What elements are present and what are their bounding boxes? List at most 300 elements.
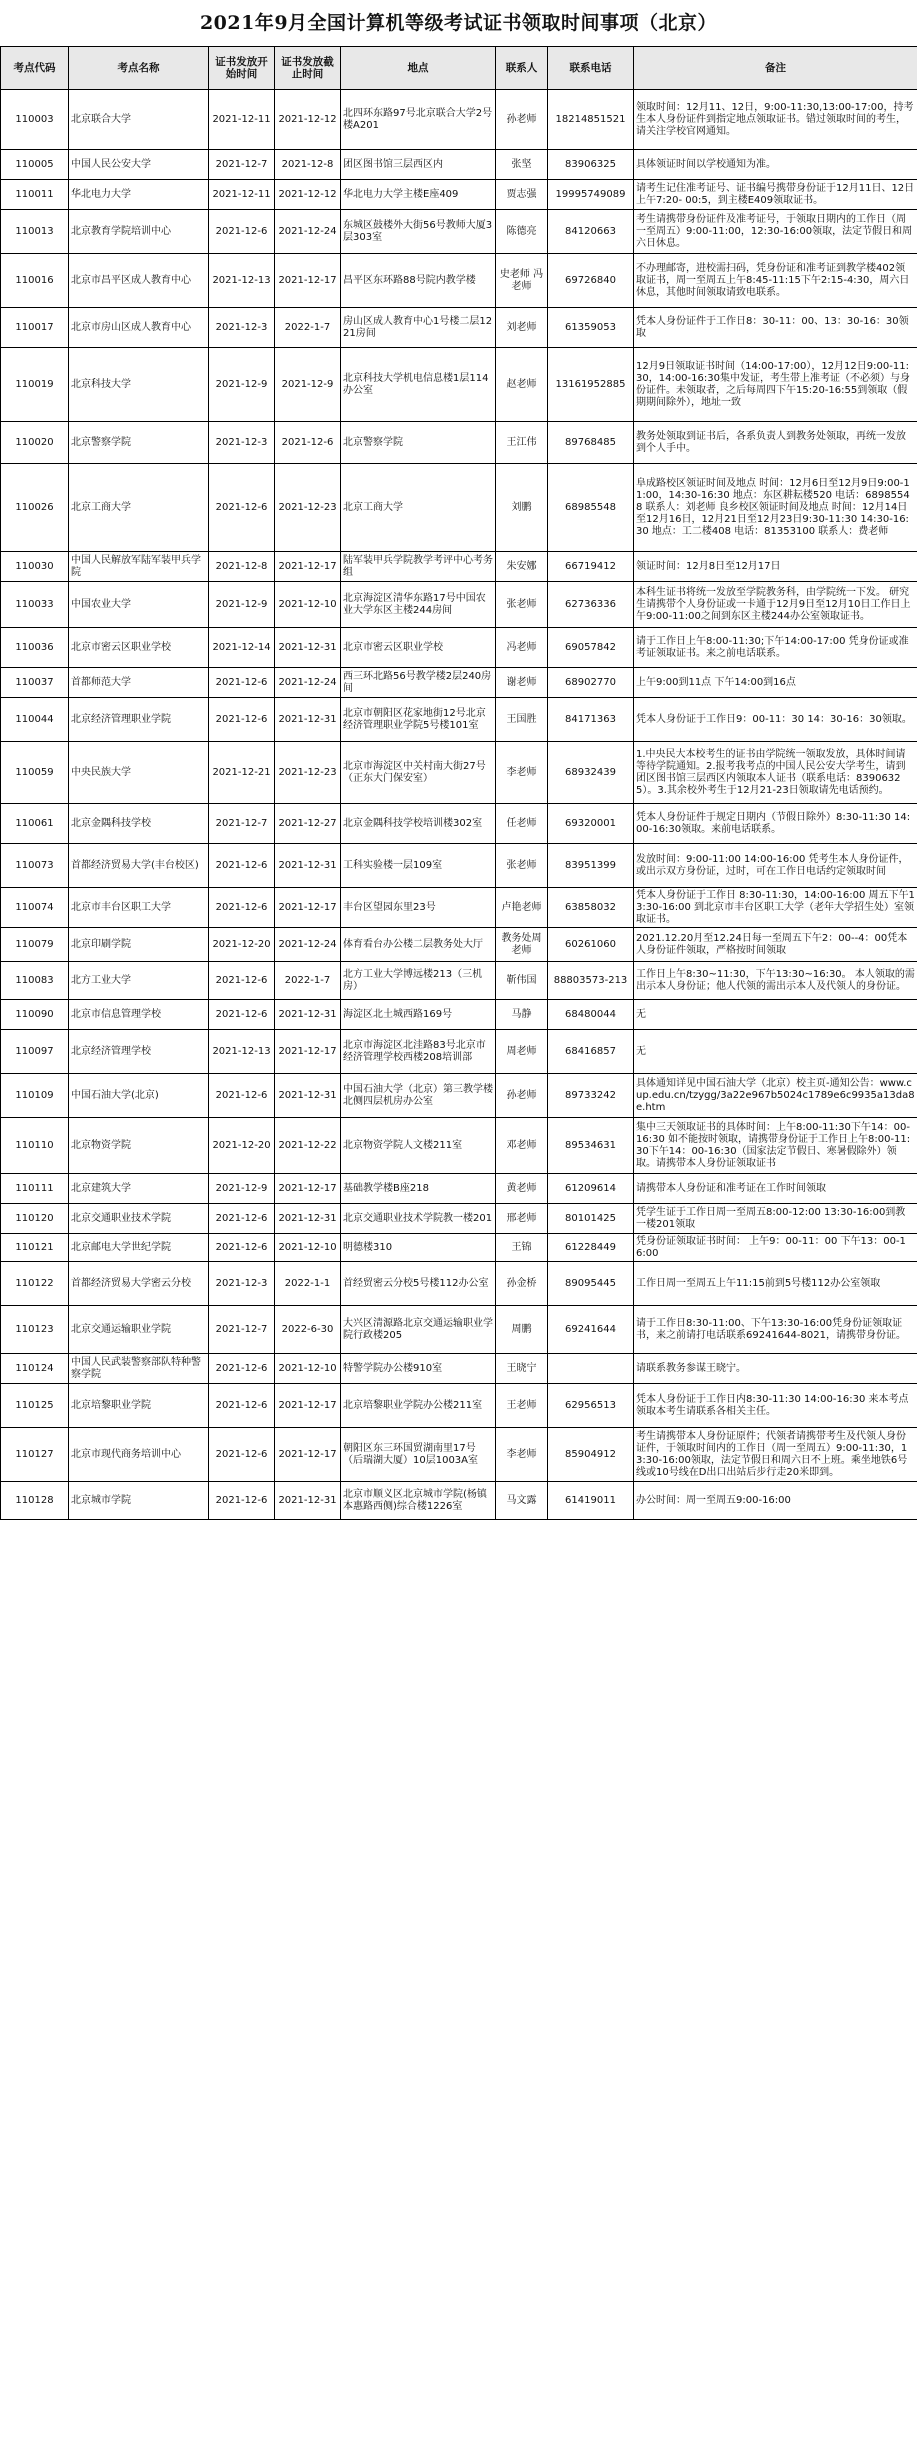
cell-site-code: 110097 bbox=[1, 1030, 69, 1074]
cell-contact-person: 卢艳老师 bbox=[496, 888, 548, 928]
cell-end-date: 2021-12-9 bbox=[275, 348, 341, 422]
cell-location: 陆军装甲兵学院教学考评中心考务组 bbox=[341, 552, 496, 582]
cell-site-name: 首都经济贸易大学(丰台校区) bbox=[69, 844, 209, 888]
cell-location: 特警学院办公楼910室 bbox=[341, 1354, 496, 1384]
cell-end-date: 2021-12-17 bbox=[275, 1428, 341, 1482]
cell-location: 北京警察学院 bbox=[341, 422, 496, 464]
cell-start-date: 2021-12-21 bbox=[209, 742, 275, 804]
cell-site-name: 北京联合大学 bbox=[69, 90, 209, 150]
cell-contact-person: 任老师 bbox=[496, 804, 548, 844]
table-row bbox=[1, 90, 917, 150]
cell-remarks: 凭身份证领取证书时间： 上午9：00-11：00 下午13：00-16:00 bbox=[634, 1234, 917, 1262]
cell-contact-person: 张老师 bbox=[496, 582, 548, 628]
cell-site-code: 110013 bbox=[1, 210, 69, 254]
cell-site-code: 110020 bbox=[1, 422, 69, 464]
cell-phone: 84120663 bbox=[548, 210, 634, 254]
cell-end-date: 2021-12-17 bbox=[275, 1174, 341, 1204]
cell-contact-person: 王江伟 bbox=[496, 422, 548, 464]
cell-contact-person: 李老师 bbox=[496, 742, 548, 804]
cell-site-name: 北京警察学院 bbox=[69, 422, 209, 464]
cell-contact-person: 马静 bbox=[496, 1000, 548, 1030]
cell-start-date: 2021-12-6 bbox=[209, 1204, 275, 1234]
cell-remarks: 本科生证书将统一发放至学院教务科，由学院统一下发。 研究生请携带个人身份证或一卡通于12月9日至12月10日工作日上午9:00-11:00之间到东区主楼244办公室领取证书。 bbox=[634, 582, 917, 628]
cell-location: 东城区鼓楼外大街56号教师大厦3层303室 bbox=[341, 210, 496, 254]
cell-remarks: 凭本人身份证件于规定日期内（节假日除外）8:30-11:30 14:00-16:30领取。来前电话联系。 bbox=[634, 804, 917, 844]
cell-phone: 89733242 bbox=[548, 1074, 634, 1118]
cell-site-code: 110110 bbox=[1, 1118, 69, 1174]
cell-end-date: 2021-12-24 bbox=[275, 210, 341, 254]
cell-site-code: 110111 bbox=[1, 1174, 69, 1204]
cell-site-name: 北京物资学院 bbox=[69, 1118, 209, 1174]
cell-site-name: 北京市房山区成人教育中心 bbox=[69, 308, 209, 348]
cell-start-date: 2021-12-13 bbox=[209, 1030, 275, 1074]
cell-remarks: 考生请携带身份证件及准考证号，于领取日期内的工作日（周一至周五）9:00-11:00，12:30-16:00领取，法定节假日和周六日休息。 bbox=[634, 210, 917, 254]
cell-remarks: 发放时间：9:00-11:00 14:00-16:00 凭考生本人身份证件，或出示双方身份证，过时，可在工作日电话约定领取时间 bbox=[634, 844, 917, 888]
cell-site-name: 首都经济贸易大学密云分校 bbox=[69, 1262, 209, 1306]
cell-site-code: 110033 bbox=[1, 582, 69, 628]
cell-start-date: 2021-12-7 bbox=[209, 804, 275, 844]
cell-site-name: 中国石油大学(北京) bbox=[69, 1074, 209, 1118]
cell-start-date: 2021-12-13 bbox=[209, 254, 275, 308]
cell-site-code: 110090 bbox=[1, 1000, 69, 1030]
cell-start-date: 2021-12-6 bbox=[209, 888, 275, 928]
cell-location: 北京交通职业技术学院教一楼201 bbox=[341, 1204, 496, 1234]
cell-site-name: 北京市信息管理学校 bbox=[69, 1000, 209, 1030]
cell-remarks: 集中三天领取证书的具体时间：上午8:00-11:30下午14：00-16:30 如不能按时领取，请携带身份证于工作日上午8:00-11:30下午14：00-16:30（国家法定节假日、寒暑假除外）领取。请携带本人身份证领取证书 bbox=[634, 1118, 917, 1174]
cell-end-date: 2021-12-31 bbox=[275, 844, 341, 888]
cell-contact-person: 孙老师 bbox=[496, 1074, 548, 1118]
cell-end-date: 2021-12-31 bbox=[275, 1482, 341, 1520]
cell-remarks: 凭本人身份证件于工作日8：30-11：00、13：30-16：30领取 bbox=[634, 308, 917, 348]
table-row bbox=[1, 1234, 917, 1262]
cell-site-code: 110079 bbox=[1, 928, 69, 962]
cell-phone: 69057842 bbox=[548, 628, 634, 668]
cell-phone: 61209614 bbox=[548, 1174, 634, 1204]
cell-end-date: 2021-12-23 bbox=[275, 464, 341, 552]
cell-site-name: 北京市丰台区职工大学 bbox=[69, 888, 209, 928]
cell-phone: 88803573-213 bbox=[548, 962, 634, 1000]
table-row bbox=[1, 1354, 917, 1384]
cell-site-name: 中国农业大学 bbox=[69, 582, 209, 628]
cell-remarks: 凭本人身份证于工作日内8:30-11:30 14:00-16:30 来本考点领取本考生请联系各相关主任。 bbox=[634, 1384, 917, 1428]
column-header-location: 地点 bbox=[341, 47, 496, 90]
cell-phone: 69241644 bbox=[548, 1306, 634, 1354]
cell-location: 明德楼310 bbox=[341, 1234, 496, 1262]
cell-phone: 68480044 bbox=[548, 1000, 634, 1030]
cell-site-name: 首都师范大学 bbox=[69, 668, 209, 698]
cell-remarks: 具体领证时间以学校通知为准。 bbox=[634, 150, 917, 180]
cell-end-date: 2021-12-17 bbox=[275, 552, 341, 582]
cell-phone: 68985548 bbox=[548, 464, 634, 552]
cell-contact-person: 冯老师 bbox=[496, 628, 548, 668]
table-row bbox=[1, 422, 917, 464]
cell-end-date: 2022-6-30 bbox=[275, 1306, 341, 1354]
cell-site-code: 110124 bbox=[1, 1354, 69, 1384]
cell-end-date: 2021-12-6 bbox=[275, 422, 341, 464]
cell-end-date: 2021-12-22 bbox=[275, 1118, 341, 1174]
cell-location: 北京市密云区职业学校 bbox=[341, 628, 496, 668]
table-row bbox=[1, 1262, 917, 1306]
cell-start-date: 2021-12-6 bbox=[209, 844, 275, 888]
cell-end-date: 2021-12-31 bbox=[275, 1074, 341, 1118]
cell-end-date: 2021-12-31 bbox=[275, 628, 341, 668]
cell-start-date: 2021-12-8 bbox=[209, 552, 275, 582]
cell-phone: 84171363 bbox=[548, 698, 634, 742]
table-row bbox=[1, 150, 917, 180]
cell-start-date: 2021-12-6 bbox=[209, 1384, 275, 1428]
cell-end-date: 2021-12-17 bbox=[275, 1030, 341, 1074]
cell-start-date: 2021-12-20 bbox=[209, 928, 275, 962]
cell-location: 北京培黎职业学院办公楼211室 bbox=[341, 1384, 496, 1428]
cell-end-date: 2021-12-24 bbox=[275, 928, 341, 962]
cell-location: 朝阳区东三环国贸湖南里17号（后瑞湖大厦）10层1003A室 bbox=[341, 1428, 496, 1482]
cell-phone: 63858032 bbox=[548, 888, 634, 928]
cell-remarks: 上午9:00到11点 下午14:00到16点 bbox=[634, 668, 917, 698]
cell-site-name: 北京城市学院 bbox=[69, 1482, 209, 1520]
cell-remarks: 无 bbox=[634, 1000, 917, 1030]
cell-start-date: 2021-12-3 bbox=[209, 1262, 275, 1306]
cell-site-code: 110059 bbox=[1, 742, 69, 804]
column-header-end-date: 证书发放截止时间 bbox=[275, 47, 341, 90]
cell-contact-person: 周鹏 bbox=[496, 1306, 548, 1354]
cell-contact-person: 史老师 冯老师 bbox=[496, 254, 548, 308]
cell-site-code: 110083 bbox=[1, 962, 69, 1000]
cell-location: 海淀区北土城西路169号 bbox=[341, 1000, 496, 1030]
cell-end-date: 2021-12-12 bbox=[275, 90, 341, 150]
cell-end-date: 2021-12-24 bbox=[275, 668, 341, 698]
cell-phone: 66719412 bbox=[548, 552, 634, 582]
certificate-table bbox=[0, 46, 917, 1520]
cell-end-date: 2021-12-31 bbox=[275, 1000, 341, 1030]
cell-contact-person: 赵老师 bbox=[496, 348, 548, 422]
cell-end-date: 2021-12-17 bbox=[275, 1384, 341, 1428]
cell-location: 北京物资学院人文楼211室 bbox=[341, 1118, 496, 1174]
cell-phone: 18214851521 bbox=[548, 90, 634, 150]
cell-remarks: 办公时间：周一至周五9:00-16:00 bbox=[634, 1482, 917, 1520]
cell-location: 北京市海淀区中关村南大街27号（正东大门保安室） bbox=[341, 742, 496, 804]
cell-contact-person: 张老师 bbox=[496, 844, 548, 888]
cell-phone: 60261060 bbox=[548, 928, 634, 962]
cell-remarks: 请于工作日8:30-11:00、下午13:30-16:00凭身份证领取证书，来之前请打电话联系69241644-8021，请携带身份证。 bbox=[634, 1306, 917, 1354]
cell-end-date: 2021-12-10 bbox=[275, 1354, 341, 1384]
cell-location: 北京市海淀区北洼路83号北京市经济管理学校西楼208培训部 bbox=[341, 1030, 496, 1074]
cell-site-code: 110061 bbox=[1, 804, 69, 844]
table-row bbox=[1, 804, 917, 844]
cell-site-code: 110122 bbox=[1, 1262, 69, 1306]
cell-phone: 68932439 bbox=[548, 742, 634, 804]
cell-start-date: 2021-12-6 bbox=[209, 698, 275, 742]
cell-contact-person: 马文露 bbox=[496, 1482, 548, 1520]
cell-site-name: 中央民族大学 bbox=[69, 742, 209, 804]
cell-site-code: 110003 bbox=[1, 90, 69, 150]
cell-end-date: 2021-12-17 bbox=[275, 254, 341, 308]
table-row bbox=[1, 742, 917, 804]
cell-end-date: 2021-12-10 bbox=[275, 1234, 341, 1262]
cell-location: 北京海淀区清华东路17号中国农业大学东区主楼244房间 bbox=[341, 582, 496, 628]
table-row bbox=[1, 698, 917, 742]
cell-start-date: 2021-12-11 bbox=[209, 90, 275, 150]
table-row bbox=[1, 1384, 917, 1428]
table-row bbox=[1, 668, 917, 698]
cell-start-date: 2021-12-6 bbox=[209, 210, 275, 254]
cell-location: 团区图书馆三层西区内 bbox=[341, 150, 496, 180]
cell-start-date: 2021-12-6 bbox=[209, 1234, 275, 1262]
cell-site-code: 110073 bbox=[1, 844, 69, 888]
cell-site-name: 北京培黎职业学院 bbox=[69, 1384, 209, 1428]
cell-location: 西三环北路56号教学楼2层240房间 bbox=[341, 668, 496, 698]
cell-start-date: 2021-12-6 bbox=[209, 668, 275, 698]
cell-end-date: 2021-12-27 bbox=[275, 804, 341, 844]
cell-remarks: 请携带本人身份证和准考证在工作时间领取 bbox=[634, 1174, 917, 1204]
cell-site-code: 110120 bbox=[1, 1204, 69, 1234]
column-header-site-code: 考点代码 bbox=[1, 47, 69, 90]
cell-end-date: 2022-1-1 bbox=[275, 1262, 341, 1306]
cell-start-date: 2021-12-6 bbox=[209, 1482, 275, 1520]
cell-start-date: 2021-12-3 bbox=[209, 422, 275, 464]
cell-phone: 83951399 bbox=[548, 844, 634, 888]
cell-end-date: 2021-12-31 bbox=[275, 698, 341, 742]
table-row bbox=[1, 552, 917, 582]
cell-start-date: 2021-12-6 bbox=[209, 962, 275, 1000]
cell-site-name: 北京印刷学院 bbox=[69, 928, 209, 962]
cell-site-name: 中国人民公安大学 bbox=[69, 150, 209, 180]
cell-remarks: 工作日上午8:30~11:30，下午13:30~16:30。 本人领取的需出示本人身份证；他人代领的需出示本人及代领人的身份证。 bbox=[634, 962, 917, 1000]
cell-site-name: 华北电力大学 bbox=[69, 180, 209, 210]
cell-end-date: 2021-12-31 bbox=[275, 1204, 341, 1234]
cell-location: 北京科技大学机电信息楼1层114办公室 bbox=[341, 348, 496, 422]
table-row bbox=[1, 1118, 917, 1174]
cell-phone: 83906325 bbox=[548, 150, 634, 180]
table-header-row bbox=[1, 47, 917, 90]
cell-site-name: 北方工业大学 bbox=[69, 962, 209, 1000]
cell-end-date: 2021-12-10 bbox=[275, 582, 341, 628]
cell-site-code: 110030 bbox=[1, 552, 69, 582]
cell-end-date: 2022-1-7 bbox=[275, 308, 341, 348]
table-body bbox=[1, 90, 917, 1520]
table-row bbox=[1, 348, 917, 422]
cell-site-code: 110125 bbox=[1, 1384, 69, 1428]
cell-location: 大兴区清源路北京交通运输职业学院行政楼205 bbox=[341, 1306, 496, 1354]
cell-contact-person: 王老师 bbox=[496, 1384, 548, 1428]
cell-location: 华北电力大学主楼E座409 bbox=[341, 180, 496, 210]
cell-start-date: 2021-12-20 bbox=[209, 1118, 275, 1174]
cell-remarks: 领取时间：12月11、12日，9:00-11:30,13:00-17:00，持考生本人身份证件到指定地点领取证书。错过领取时间的考生，请关注学校官网通知。 bbox=[634, 90, 917, 150]
cell-phone: 85904912 bbox=[548, 1428, 634, 1482]
cell-start-date: 2021-12-6 bbox=[209, 1074, 275, 1118]
cell-site-name: 北京交通运输职业学院 bbox=[69, 1306, 209, 1354]
cell-remarks: 教务处领取到证书后，各系负责人到教务处领取，再统一发放到个人手中。 bbox=[634, 422, 917, 464]
cell-contact-person: 贾志强 bbox=[496, 180, 548, 210]
cell-start-date: 2021-12-6 bbox=[209, 464, 275, 552]
column-header-remarks: 备注 bbox=[634, 47, 917, 90]
cell-site-code: 110011 bbox=[1, 180, 69, 210]
table-row bbox=[1, 1428, 917, 1482]
cell-phone: 89095445 bbox=[548, 1262, 634, 1306]
cell-location: 北方工业大学博远楼213（三机房） bbox=[341, 962, 496, 1000]
column-header-start-date: 证书发放开始时间 bbox=[209, 47, 275, 90]
cell-start-date: 2021-12-6 bbox=[209, 1354, 275, 1384]
cell-location: 北四环东路97号北京联合大学2号楼A201 bbox=[341, 90, 496, 150]
cell-start-date: 2021-12-7 bbox=[209, 150, 275, 180]
table-row bbox=[1, 254, 917, 308]
cell-site-name: 北京工商大学 bbox=[69, 464, 209, 552]
cell-contact-person: 孙老师 bbox=[496, 90, 548, 150]
cell-remarks: 凭学生证于工作日周一至周五8:00-12:00 13:30-16:00到教一楼201领取 bbox=[634, 1204, 917, 1234]
cell-site-name: 北京市现代商务培训中心 bbox=[69, 1428, 209, 1482]
cell-remarks: 1.中央民大本校考生的证书由学院统一领取发放，具体时间请等待学院通知。2.报考我考点的中国人民公安大学考生，请到团区图书馆三层西区内领取本人证书（联系电话：83906325）。3.其余校外考生于12月21-23日领取请先电话预约。 bbox=[634, 742, 917, 804]
table-row bbox=[1, 962, 917, 1000]
column-header-site-name: 考点名称 bbox=[69, 47, 209, 90]
cell-remarks: 具体通知详见中国石油大学（北京）校主页-通知公告：www.cup.edu.cn/tzygg/3a22e967b5024c1789e6c9935a13da8e.htm bbox=[634, 1074, 917, 1118]
cell-contact-person: 教务处周老师 bbox=[496, 928, 548, 962]
cell-location: 昌平区东环路88号院内教学楼 bbox=[341, 254, 496, 308]
cell-site-code: 110121 bbox=[1, 1234, 69, 1262]
cell-site-name: 北京建筑大学 bbox=[69, 1174, 209, 1204]
cell-remarks: 凭本人身份证于工作日9：00-11：30 14：30-16：30领取。 bbox=[634, 698, 917, 742]
cell-phone: 89768485 bbox=[548, 422, 634, 464]
cell-site-name: 北京市密云区职业学校 bbox=[69, 628, 209, 668]
table-row bbox=[1, 844, 917, 888]
cell-site-code: 110123 bbox=[1, 1306, 69, 1354]
cell-phone: 62956513 bbox=[548, 1384, 634, 1428]
cell-contact-person: 刘老师 bbox=[496, 308, 548, 348]
cell-end-date: 2021-12-17 bbox=[275, 888, 341, 928]
cell-contact-person: 谢老师 bbox=[496, 668, 548, 698]
cell-site-code: 110128 bbox=[1, 1482, 69, 1520]
cell-phone bbox=[548, 1354, 634, 1384]
cell-site-code: 110036 bbox=[1, 628, 69, 668]
cell-location: 北京工商大学 bbox=[341, 464, 496, 552]
table-row bbox=[1, 582, 917, 628]
cell-location: 基础教学楼B座218 bbox=[341, 1174, 496, 1204]
table-row bbox=[1, 210, 917, 254]
cell-location: 丰台区望园东里23号 bbox=[341, 888, 496, 928]
cell-location: 北京市顺义区北京城市学院(杨镇本惠路西侧)综合楼1226室 bbox=[341, 1482, 496, 1520]
table-row bbox=[1, 1306, 917, 1354]
cell-phone: 69320001 bbox=[548, 804, 634, 844]
cell-location: 中国石油大学（北京）第三教学楼北侧四层机房办公室 bbox=[341, 1074, 496, 1118]
cell-remarks: 考生请携带本人身份证原件；代领者请携带考生及代领人身份证件，于领取时间内的工作日（周一至周五）9:00-11:30，13:30-16:00领取，法定节假日和周六日不上班。乘坐地铁6号线或10号线在D出口出站后步行走20米即到。 bbox=[634, 1428, 917, 1482]
table-row bbox=[1, 1482, 917, 1520]
cell-site-name: 中国人民武装警察部队特种警察学院 bbox=[69, 1354, 209, 1384]
cell-site-name: 北京市昌平区成人教育中心 bbox=[69, 254, 209, 308]
cell-remarks: 无 bbox=[634, 1030, 917, 1074]
cell-contact-person: 陈德亮 bbox=[496, 210, 548, 254]
cell-contact-person: 朱安娜 bbox=[496, 552, 548, 582]
cell-end-date: 2021-12-8 bbox=[275, 150, 341, 180]
cell-contact-person: 王晓宁 bbox=[496, 1354, 548, 1384]
cell-site-code: 110044 bbox=[1, 698, 69, 742]
cell-remarks: 工作日周一至周五上午11:15前到5号楼112办公室领取 bbox=[634, 1262, 917, 1306]
cell-site-code: 110026 bbox=[1, 464, 69, 552]
cell-site-name: 北京邮电大学世纪学院 bbox=[69, 1234, 209, 1262]
cell-site-code: 110005 bbox=[1, 150, 69, 180]
cell-contact-person: 王锦 bbox=[496, 1234, 548, 1262]
cell-remarks: 阜成路校区领证时间及地点 时间：12月6日至12月9日9:00-11:00，14:30-16:30 地点：东区耕耘楼520 电话：68985548 联系人：刘老师 良乡校区领证时间及地点 时间：12月14日至12月16日，12月21日至12月23日9:30-11:30 14:30-16:30 地点：工二楼408 电话：81353100 联系人：费老师 bbox=[634, 464, 917, 552]
cell-site-code: 110016 bbox=[1, 254, 69, 308]
cell-site-code: 110074 bbox=[1, 888, 69, 928]
table-row bbox=[1, 1174, 917, 1204]
table-row bbox=[1, 1074, 917, 1118]
cell-site-name: 中国人民解放军陆军装甲兵学院 bbox=[69, 552, 209, 582]
cell-end-date: 2021-12-23 bbox=[275, 742, 341, 804]
cell-start-date: 2021-12-9 bbox=[209, 1174, 275, 1204]
table-row bbox=[1, 180, 917, 210]
cell-phone: 80101425 bbox=[548, 1204, 634, 1234]
cell-start-date: 2021-12-7 bbox=[209, 1306, 275, 1354]
cell-start-date: 2021-12-3 bbox=[209, 308, 275, 348]
cell-location: 房山区成人教育中心1号楼二层1221房间 bbox=[341, 308, 496, 348]
cell-site-name: 北京交通职业技术学院 bbox=[69, 1204, 209, 1234]
table-row bbox=[1, 888, 917, 928]
cell-remarks: 请考生记住准考证号、证书编号携带身份证于12月11日、12日上午7:20- 00:5，到主楼E409领取证书。 bbox=[634, 180, 917, 210]
cell-phone: 62736336 bbox=[548, 582, 634, 628]
table-row bbox=[1, 308, 917, 348]
cell-contact-person: 周老师 bbox=[496, 1030, 548, 1074]
cell-contact-person: 张坚 bbox=[496, 150, 548, 180]
cell-start-date: 2021-12-6 bbox=[209, 1000, 275, 1030]
cell-start-date: 2021-12-9 bbox=[209, 348, 275, 422]
cell-site-name: 北京科技大学 bbox=[69, 348, 209, 422]
cell-start-date: 2021-12-11 bbox=[209, 180, 275, 210]
table-row bbox=[1, 1000, 917, 1030]
cell-site-code: 110037 bbox=[1, 668, 69, 698]
cell-contact-person: 靳伟国 bbox=[496, 962, 548, 1000]
cell-phone: 61419011 bbox=[548, 1482, 634, 1520]
cell-location: 工科实验楼一层109室 bbox=[341, 844, 496, 888]
column-header-phone: 联系电话 bbox=[548, 47, 634, 90]
cell-end-date: 2022-1-7 bbox=[275, 962, 341, 1000]
cell-site-code: 110109 bbox=[1, 1074, 69, 1118]
cell-location: 首经贸密云分校5号楼112办公室 bbox=[341, 1262, 496, 1306]
cell-site-name: 北京经济管理学校 bbox=[69, 1030, 209, 1074]
cell-end-date: 2021-12-12 bbox=[275, 180, 341, 210]
cell-location: 北京金隅科技学校培训楼302室 bbox=[341, 804, 496, 844]
cell-location: 体育看台办公楼二层教务处大厅 bbox=[341, 928, 496, 962]
cell-phone: 69726840 bbox=[548, 254, 634, 308]
cell-contact-person: 邓老师 bbox=[496, 1118, 548, 1174]
cell-phone: 61359053 bbox=[548, 308, 634, 348]
table-row bbox=[1, 628, 917, 668]
cell-start-date: 2021-12-14 bbox=[209, 628, 275, 668]
table-row bbox=[1, 928, 917, 962]
cell-contact-person: 王国胜 bbox=[496, 698, 548, 742]
page-title: 2021年9月全国计算机等级考试证书领取时间事项（北京） bbox=[199, 12, 718, 34]
cell-contact-person: 孙金桥 bbox=[496, 1262, 548, 1306]
cell-remarks: 2021.12.20月至12.24日每一至周五下午2：00--4：00凭本人身份证件领取，严格按时间领取 bbox=[634, 928, 917, 962]
cell-remarks: 请联系教务参谋王晓宁。 bbox=[634, 1354, 917, 1384]
cell-remarks: 请于工作日上午8:00-11:30;下午14:00-17:00 凭身份证或准考证领取证书。来之前电话联系。 bbox=[634, 628, 917, 668]
cell-location: 北京市朝阳区花家地街12号北京经济管理职业学院5号楼101室 bbox=[341, 698, 496, 742]
cell-phone: 89534631 bbox=[548, 1118, 634, 1174]
cell-site-code: 110019 bbox=[1, 348, 69, 422]
cell-site-name: 北京金隅科技学校 bbox=[69, 804, 209, 844]
cell-contact-person: 黄老师 bbox=[496, 1174, 548, 1204]
cell-site-code: 110127 bbox=[1, 1428, 69, 1482]
cell-site-name: 北京教育学院培训中心 bbox=[69, 210, 209, 254]
cell-remarks: 凭本人身份证于工作日 8:30-11:30，14:00-16:00 周五下午13:30-16:00 到北京市丰台区职工大学（老年大学招生处）室领取证书。 bbox=[634, 888, 917, 928]
cell-phone: 61228449 bbox=[548, 1234, 634, 1262]
cell-contact-person: 李老师 bbox=[496, 1428, 548, 1482]
cell-phone: 68902770 bbox=[548, 668, 634, 698]
cell-remarks: 领证时间：12月8日至12月17日 bbox=[634, 552, 917, 582]
cell-remarks: 不办理邮寄，进校需扫码，凭身份证和准考证到教学楼402领取证书，周一至周五上午8:45-11:15下午2:15-4:30，周六日休息，其他时间领取请致电联系。 bbox=[634, 254, 917, 308]
table-row bbox=[1, 1030, 917, 1074]
cell-contact-person: 邢老师 bbox=[496, 1204, 548, 1234]
cell-phone: 68416857 bbox=[548, 1030, 634, 1074]
cell-phone: 19995749089 bbox=[548, 180, 634, 210]
cell-site-code: 110017 bbox=[1, 308, 69, 348]
